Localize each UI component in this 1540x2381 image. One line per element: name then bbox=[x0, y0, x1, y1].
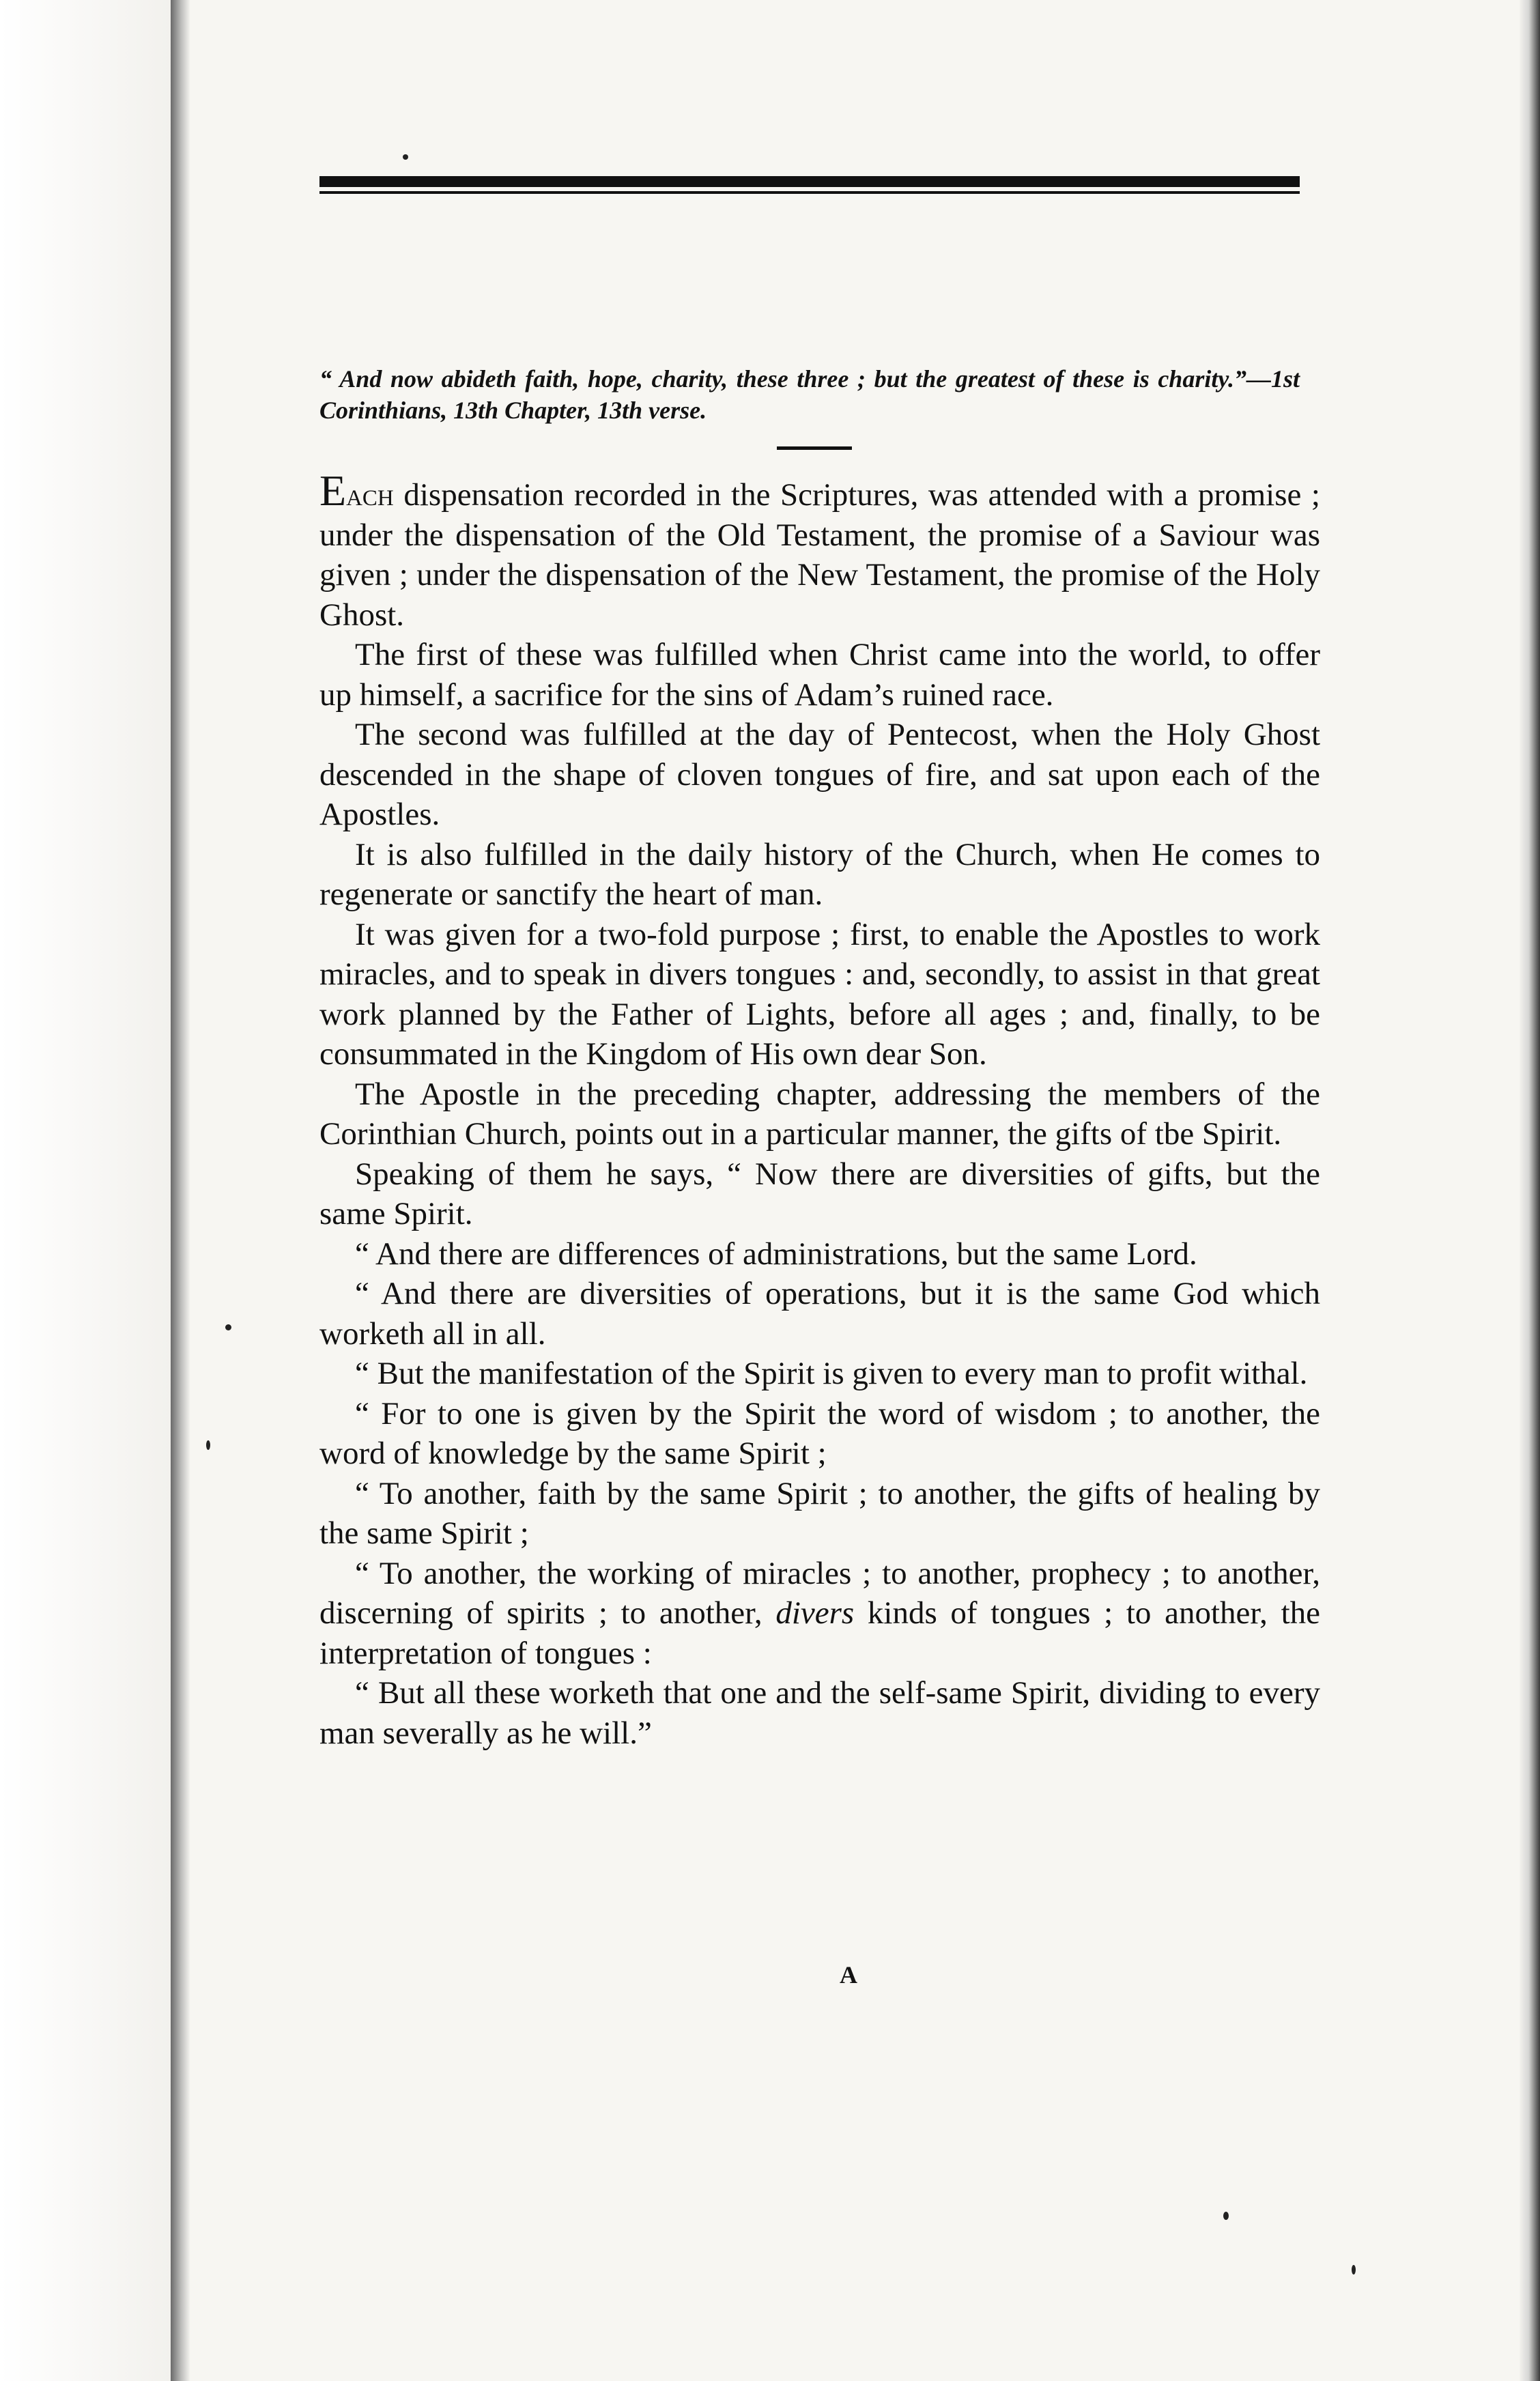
paragraph-final: “ But all these worketh that one and the self-same Spirit, dividing to every man severally as he will.” bbox=[319, 1675, 1320, 1751]
body-text bbox=[319, 466, 1320, 1753]
paragraph: “ And there are differences of administrations, but the same Lord. bbox=[355, 1236, 1197, 1272]
page-right-edge bbox=[1520, 0, 1540, 2381]
opening-paragraph-text: dispensation recorded in the Scriptures, was attended with a promise ; under the dispensation of the Old Testament, the promise of a Saviour was given ; under the dispensation of the New Testament, the promise of the Holy Ghost. bbox=[319, 477, 1320, 633]
ink-speck bbox=[225, 1324, 231, 1330]
paragraph-miracles bbox=[319, 1554, 1320, 1674]
ink-speck bbox=[206, 1440, 210, 1450]
italic-word: divers bbox=[775, 1595, 855, 1631]
drop-initial: E bbox=[319, 466, 347, 515]
signature-mark: A bbox=[840, 1961, 857, 1988]
paragraph: The second was fulfilled at the day of Pentecost, when the Holy Ghost descended in the shape of cloven tongues of fire, and sat upon each of the Apostles. bbox=[319, 717, 1320, 832]
paragraph: It was given for a two-fold purpose ; first, to enable the Apostles to work miracles, and to speak in divers tongues : and, secondly, to assist in that great work planned by the Father of Lights, before all ages ; and, finally, to be consummated in the Kingdom of His own dear Son. bbox=[319, 916, 1320, 1072]
page-binding-edge bbox=[171, 0, 190, 2381]
small-caps-lead: ach bbox=[346, 477, 394, 513]
paragraph: “ To another, faith by the same Spirit ; to another, the gifts of healing by the same Spirit ; bbox=[319, 1475, 1320, 1551]
paragraph: The first of these was fulfilled when Christ came into the world, to offer up himself, a sacrifice for the sins of Adam’s ruined race. bbox=[319, 637, 1320, 713]
paragraph: “ But the manifestation of the Spirit is given to every man to profit withal. bbox=[355, 1356, 1308, 1391]
paragraph: “ And there are diversities of operations, but it is the same God which worketh all in all. bbox=[319, 1276, 1320, 1352]
ink-speck bbox=[1352, 2265, 1356, 2275]
paragraph: “ For to one is given by the Spirit the word of wisdom ; to another, the word of knowledge by the same Spirit ; bbox=[319, 1395, 1320, 1471]
header-rule-thick bbox=[319, 176, 1300, 187]
paragraph: Speaking of them he says, “ Now there are diversities of gifts, but the same Spirit. bbox=[319, 1156, 1320, 1231]
left-margin bbox=[0, 0, 171, 2381]
header-rule-thin bbox=[319, 191, 1300, 194]
paragraph-miracles-end: kinds of tongues ; to another, the interpretation of tongues : bbox=[319, 1595, 1320, 1671]
paragraph-miracles-start: “ To another, the working of miracles ; to another, prophecy ; to another, discerning of spirits ; to another, bbox=[319, 1555, 1320, 1631]
paragraph: It is also fulfilled in the daily history of the Church, when He comes to regenerate or sanctify the heart of man. bbox=[319, 836, 1320, 912]
paragraph: The Apostle in the preceding chapter, addressing the members of the Corinthian Church, points out in a particular manner, the gifts of tbe Spirit. bbox=[319, 1076, 1320, 1152]
epigraph: “ And now abideth faith, hope, charity, these three ; but the greatest of these is charity.”—1st Corinthians, 13th Chapter, 13th verse. bbox=[319, 365, 1300, 424]
section-divider bbox=[777, 446, 852, 450]
ink-speck bbox=[403, 154, 408, 160]
opening-paragraph bbox=[319, 466, 1320, 635]
ink-speck bbox=[1223, 2212, 1229, 2220]
